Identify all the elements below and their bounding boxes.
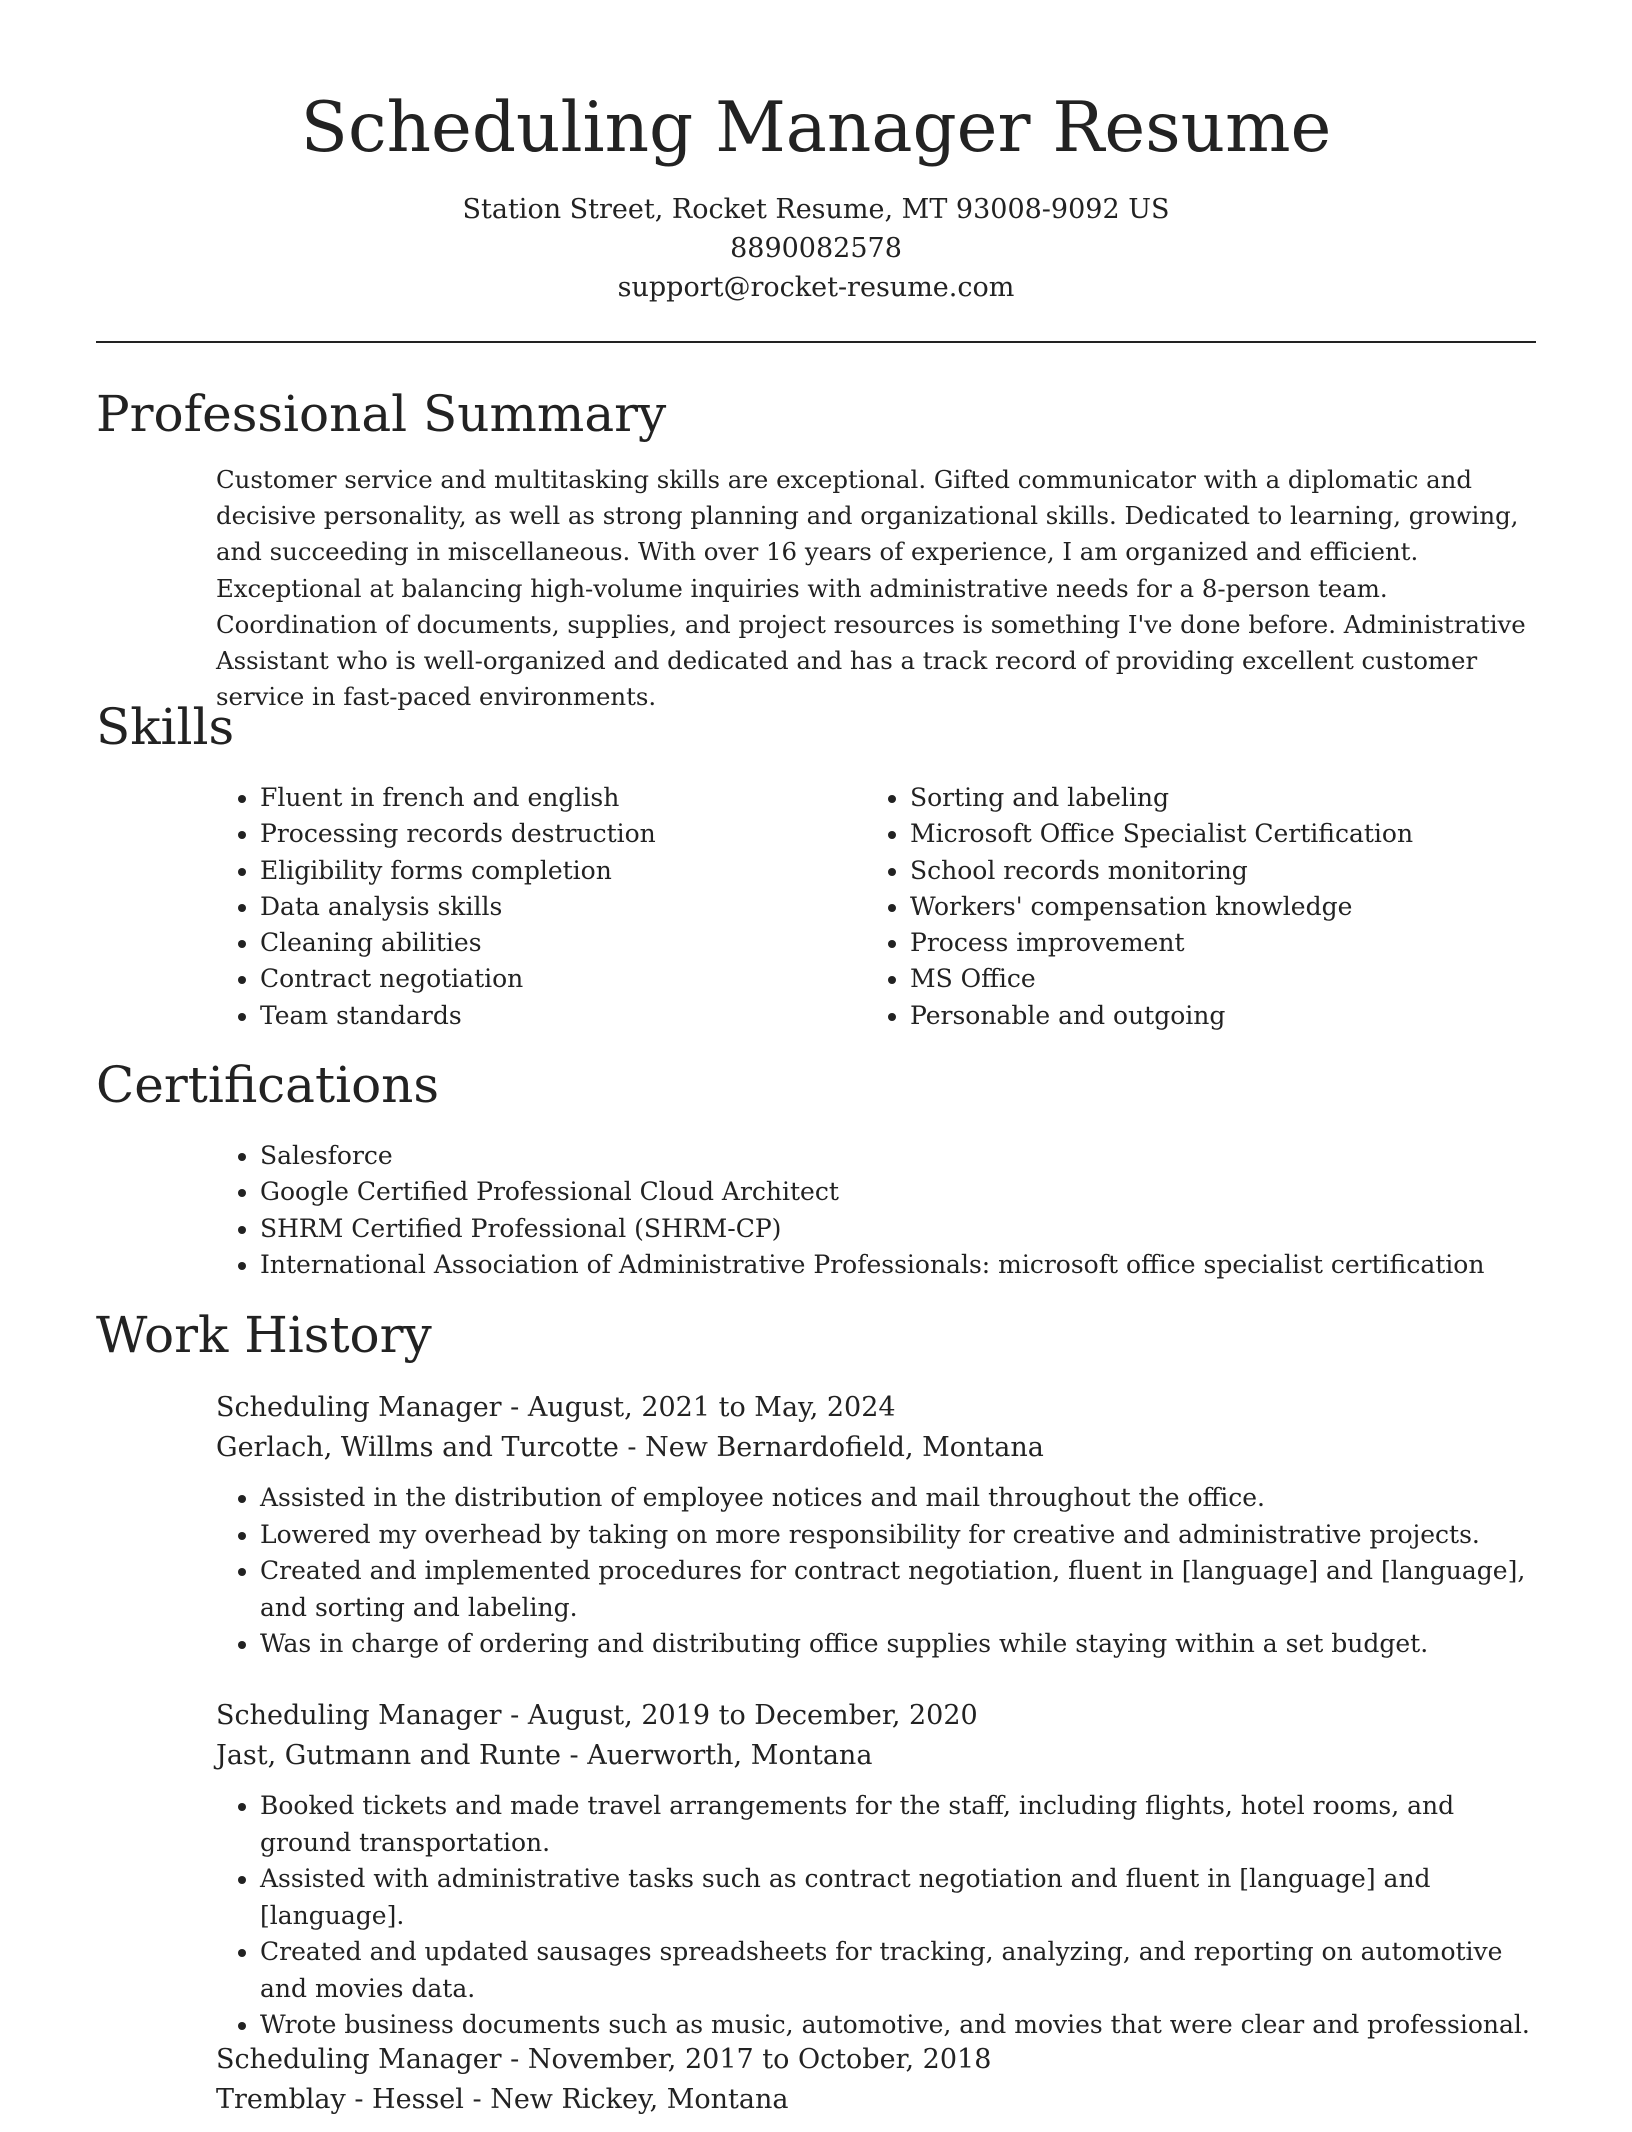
job-entry <box>216 1388 1546 1663</box>
job-company-line <box>216 2080 1546 2120</box>
job-bullet: • Created and implemented procedures for contract negotiation, fluent in [language] and [language], and sorting and labeling. <box>260 1553 1546 1626</box>
job-dates: - August, 2019 to December, 2020 <box>501 1700 978 1731</box>
job-bullet: • Wrote business documents such as music, automotive, and movies that were clear and professional. <box>260 2007 1546 2044</box>
phone: 8890082578 <box>730 233 902 264</box>
skill-item: • Data analysis skills <box>260 889 836 925</box>
header-divider <box>96 341 1536 343</box>
job-bullet: • Assisted with administrative tasks such as contract negotiation and fluent in [language] and [language]. <box>260 1861 1546 1934</box>
skill-item: • Cleaning abilities <box>260 925 836 961</box>
job-title-line <box>216 2040 1546 2080</box>
skill-item: • Personable and outgoing <box>910 998 1546 1034</box>
job-bullets <box>216 1788 1546 2044</box>
job-company-line <box>216 1428 1546 1468</box>
skill-item: • Process improvement <box>910 925 1546 961</box>
skill-item: • Workers' compensation knowledge <box>910 889 1546 925</box>
certifications-list <box>216 1138 1546 1283</box>
job-company: Tremblay - Hessel <box>216 2084 464 2115</box>
skill-item: • MS Office <box>910 961 1546 997</box>
job-company: Jast, Gutmann and Runte <box>216 1740 561 1771</box>
resume-header <box>0 78 1632 307</box>
job-bullets <box>216 1480 1546 1663</box>
job-title-line <box>216 1696 1546 1736</box>
contact-block <box>0 190 1632 307</box>
email: support@rocket-resume.com <box>617 272 1015 303</box>
certification-item: • International Association of Administrative Professionals: microsoft office specialist certification <box>260 1247 1546 1283</box>
skill-item: • Contract negotiation <box>260 961 836 997</box>
skills-list-right <box>866 780 1546 1034</box>
job-dates: - November, 2017 to October, 2018 <box>501 2044 992 2075</box>
skill-item: • Processing records destruction <box>260 816 836 852</box>
job-dates: - August, 2021 to May, 2024 <box>501 1392 896 1423</box>
skill-item: • Eligibility forms completion <box>260 853 836 889</box>
job-entry <box>216 2040 1546 2132</box>
job-bullet: • Booked tickets and made travel arrangements for the staff, including flights, hotel rooms, and ground transportation. <box>260 1788 1546 1861</box>
job-bullet: • Lowered my overhead by taking on more responsibility for creative and administrative projects. <box>260 1517 1546 1554</box>
job-entry <box>216 1696 1546 2044</box>
skill-item: • Sorting and labeling <box>910 780 1546 816</box>
job-bullet: • Assisted in the distribution of employee notices and mail throughout the office. <box>260 1480 1546 1517</box>
skills-list-left <box>216 780 836 1034</box>
job-location: - New Rickey, Montana <box>463 2084 789 2115</box>
certifications-block <box>216 1138 1546 1283</box>
job-title: Scheduling Manager <box>216 1700 502 1731</box>
job-company-line <box>216 1736 1546 1776</box>
job-title: Scheduling Manager <box>216 2044 502 2075</box>
address: Station Street, Rocket Resume, MT 93008-9092 US <box>462 194 1170 225</box>
job-title-line <box>216 1388 1546 1428</box>
job-company: Gerlach, Willms and Turcotte <box>216 1432 619 1463</box>
job-title: Scheduling Manager <box>216 1392 502 1423</box>
resume-title: Scheduling Manager Resume <box>300 88 1332 168</box>
job-bullet: • Was in charge of ordering and distributing office supplies while staying within a set budget. <box>260 1626 1546 1663</box>
certification-item: • Salesforce <box>260 1138 1546 1174</box>
section-title-skills: Skills <box>96 698 235 756</box>
skills-column-right <box>866 780 1546 1034</box>
skill-item: • Fluent in french and english <box>260 780 836 816</box>
skill-item: • Team standards <box>260 998 836 1034</box>
skills-column-left <box>216 780 836 1034</box>
job-location: - New Bernardofield, Montana <box>618 1432 1044 1463</box>
section-title-certifications: Certifications <box>96 1056 440 1114</box>
certification-item: • Google Certified Professional Cloud Architect <box>260 1174 1546 1210</box>
certification-item: • SHRM Certified Professional (SHRM-CP) <box>260 1211 1546 1247</box>
job-bullet: • Created and updated sausages spreadsheets for tracking, analyzing, and reporting on automotive and movies data. <box>260 1934 1546 2007</box>
summary-text: Customer service and multitasking skills are exceptional. Gifted communicator with a diplomatic and decisive personality, as well as strong planning and organizational skills. Dedicated to learning, growing, and succeeding in miscellaneous. With over 16 years of experience, I am organized and efficient. Exceptional at balancing high-volume inquiries with administrative needs for a 8-person team. Coordination of documents, supplies, and project resources is something I've done before. Administrative Assistant who is well-organized and dedicated and has a track record of providing excellent customer service in fast-paced environments. <box>216 465 1526 712</box>
section-title-work-history: Work History <box>96 1306 432 1364</box>
job-location: - Auerworth, Montana <box>560 1740 873 1771</box>
skill-item: • Microsoft Office Specialist Certification <box>910 816 1546 852</box>
skill-item: • School records monitoring <box>910 853 1546 889</box>
section-title-summary: Professional Summary <box>96 385 667 443</box>
